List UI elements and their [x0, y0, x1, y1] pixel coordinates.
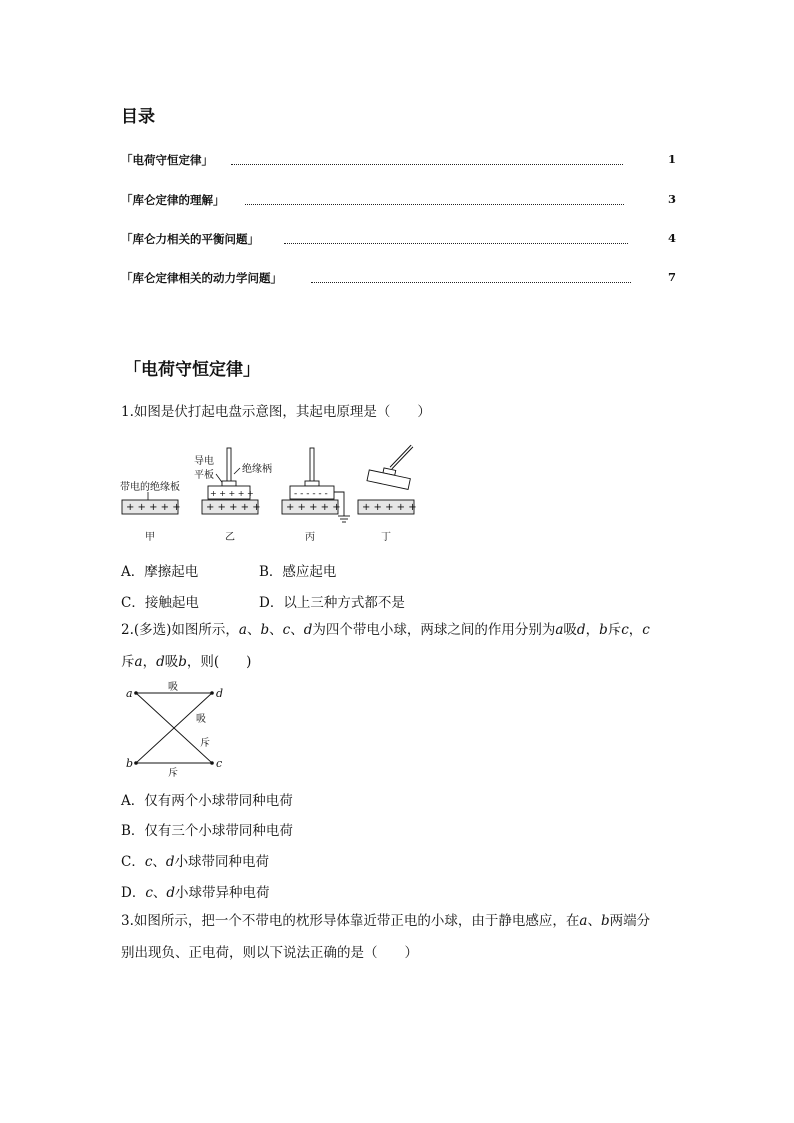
toc-item[interactable] — [121, 152, 676, 172]
q2-figure — [122, 680, 232, 780]
plus-row-1: + + + + + — [126, 502, 181, 513]
point-b: b — [126, 757, 134, 770]
toc-item[interactable] — [121, 192, 676, 212]
toc-title: 目录 — [121, 107, 155, 127]
insulating-handle-2 — [227, 448, 231, 482]
plus-row-2: + + + + + — [206, 502, 261, 513]
section-title: 「电荷守恒定律」 — [124, 360, 260, 380]
q1-option-c[interactable]: C．接触起电 — [121, 595, 199, 611]
q1-figure — [118, 444, 428, 546]
toc-item-label: 「库仑定律的理解」 — [121, 193, 225, 207]
toc-item-page: 4 — [667, 231, 676, 245]
q2-option-d[interactable]: D．c、d小球带异种电荷 — [121, 885, 270, 901]
q1-option-b[interactable]: B．感应起电 — [259, 564, 337, 580]
toc-item-page: 7 — [667, 270, 676, 284]
point-c: c — [216, 757, 223, 770]
point-d: d — [216, 687, 224, 700]
label-top-attract: 吸 — [168, 682, 178, 693]
plus-small-2: + + + + + — [210, 489, 254, 498]
q1-option-a[interactable]: A．摩擦起电 — [121, 564, 199, 580]
toc-item[interactable] — [121, 270, 676, 290]
insulating-handle-3 — [310, 448, 314, 482]
label-bottom-repel: 斥 — [168, 768, 178, 779]
question-1-stem: 1.如图是伏打起电盘示意图，其起电原理是（ ） — [121, 404, 431, 420]
label-diag-attract: 吸 — [196, 714, 206, 725]
toc-item[interactable] — [121, 231, 676, 251]
question-3-stem: 3.如图所示，把一个不带电的枕形导体靠近带正电的小球，由于静电感应，在a、b两端分 别出现负、正电荷，则以下说法正确的是（ ） — [121, 913, 651, 961]
caption-yi: 乙 — [225, 532, 235, 543]
toc-item-label: 「电荷守恒定律」 — [121, 153, 213, 167]
caption-ding: 丁 — [381, 532, 391, 543]
plus-row-4: + + + + + — [362, 502, 417, 513]
toc-leader-dots — [284, 243, 628, 244]
label-insulating-handle: 绝缘柄 — [242, 464, 272, 475]
caption-jia: 甲 — [145, 532, 155, 543]
plus-row-3: + + + + + — [286, 502, 341, 513]
toc-item-page: 3 — [667, 192, 676, 206]
toc-item-label: 「库仑定律相关的动力学问题」 — [121, 271, 282, 285]
point-a: a — [126, 687, 133, 700]
q2-option-a[interactable]: A．仅有两个小球带同种电荷 — [121, 793, 293, 809]
toc-leader-dots — [231, 164, 623, 165]
label-diag-repel: 斥 — [200, 738, 210, 749]
toc-leader-dots — [311, 282, 631, 283]
toc-leader-dots — [245, 204, 624, 205]
question-2-stem: 2.(多选)如图所示，a、b、c、d为四个带电小球，两球之间的作用分别为a吸d，b斥c，c 斥a，d吸b，则( ) — [121, 622, 650, 670]
q2-option-b[interactable]: B．仅有三个小球带同种电荷 — [121, 823, 293, 839]
minus-row-3: - - - - - - — [294, 489, 328, 499]
q1-option-d[interactable]: D．以上三种方式都不是 — [259, 595, 405, 611]
toc-item-page: 1 — [667, 152, 676, 166]
label-conducting-plate-1: 导电 — [194, 456, 214, 467]
label-conducting-plate-2: 平板 — [194, 470, 214, 481]
toc-item-label: 「库仑力相关的平衡问题」 — [121, 232, 259, 246]
caption-bing: 丙 — [305, 532, 315, 543]
q2-option-c[interactable]: C．c、d小球带同种电荷 — [121, 854, 270, 870]
insulating-handle-4 — [391, 446, 412, 468]
label-insulating-plate: 带电的绝缘板 — [120, 482, 180, 493]
